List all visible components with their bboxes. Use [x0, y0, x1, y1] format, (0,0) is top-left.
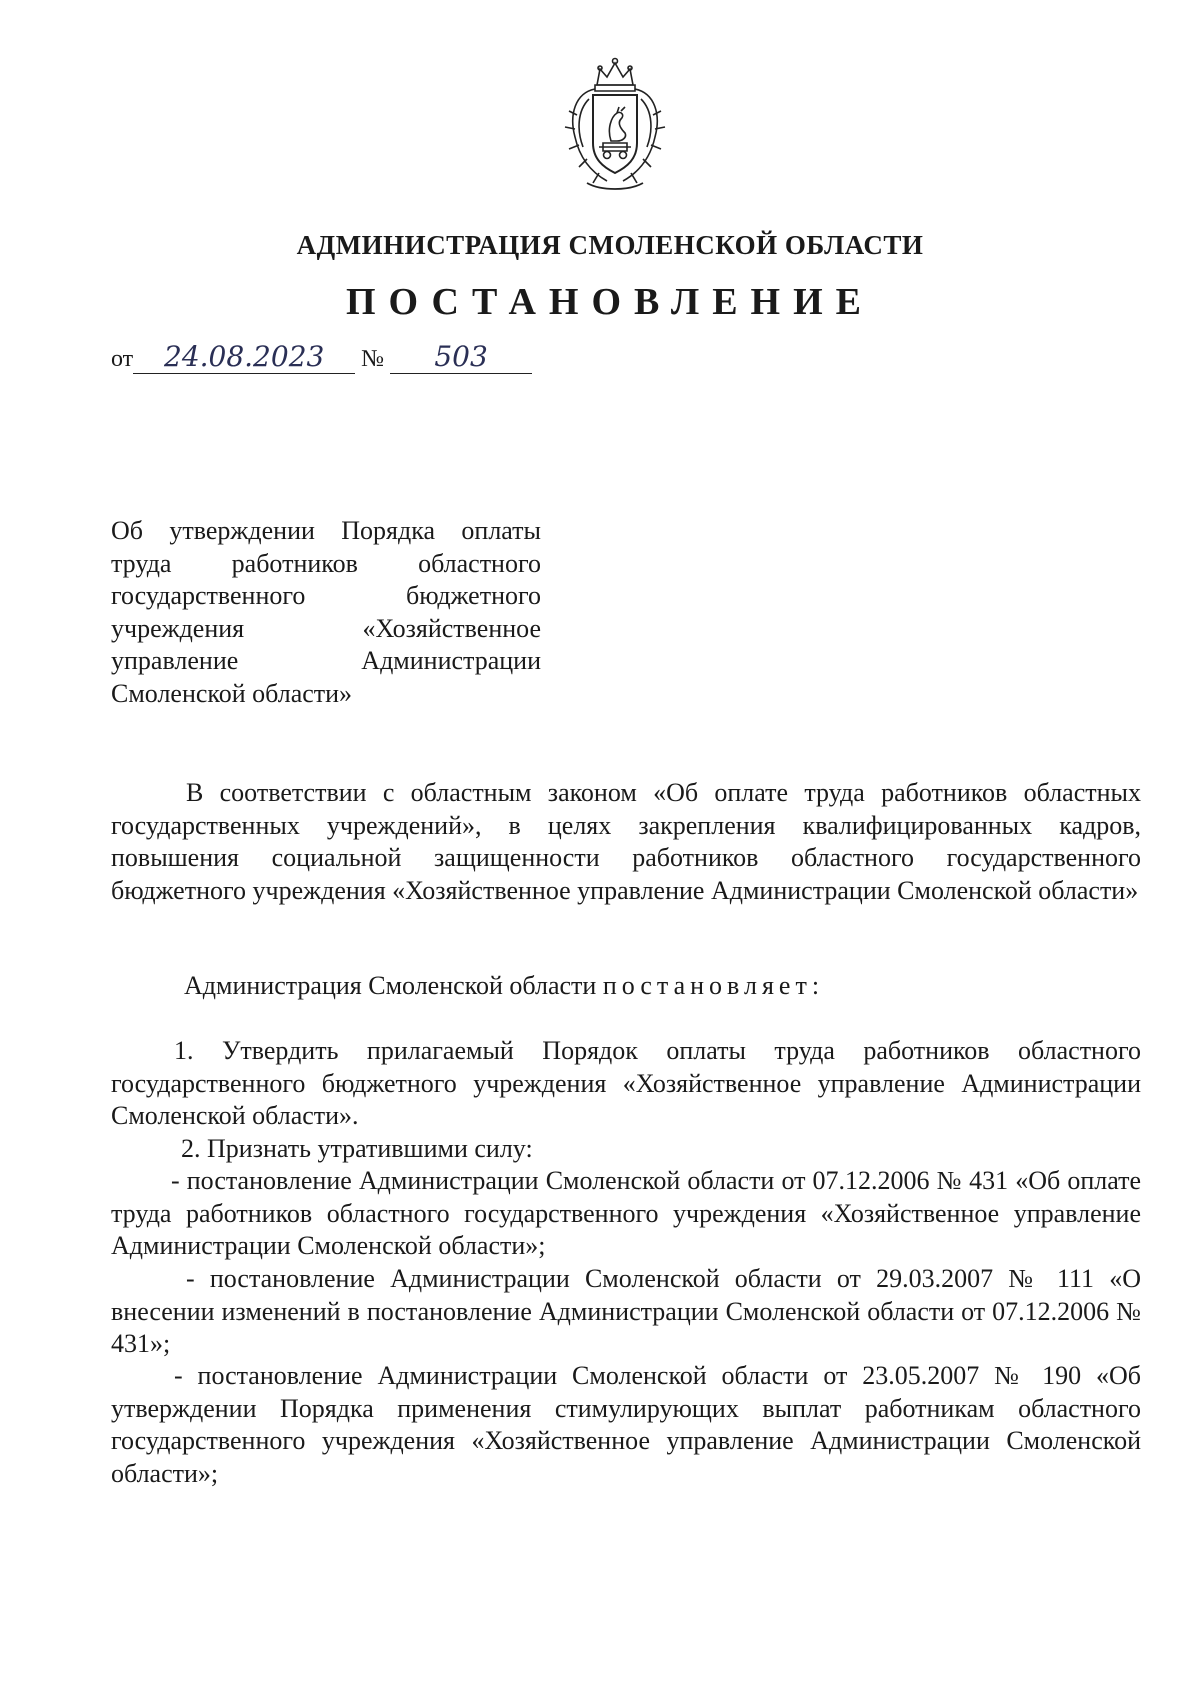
- preamble-paragraph: В соответствии с областным законом «Об оплате труда работников областных государственных учреждений», в целях закрепления квалифицированных кадров, повышения социальной защищенности работников областного государственного бюджетного учреждения «Хозяйственное управление Администрации Смоленской области»: [111, 778, 1141, 905]
- number-prefix: №: [361, 346, 385, 372]
- repealed-act-1: - постановление Администрации Смоленской области от 07.12.2006 № 431 «Об оплате труда работников областного государственного учреждения «Хозяйственное управление Администрации Смоленской области»;: [111, 1166, 1141, 1260]
- resolution-verb: постановляет:: [602, 971, 825, 1000]
- document-date: 24.08.2023: [133, 340, 355, 374]
- document-number: 503: [390, 340, 532, 374]
- organization-title: АДМИНИСТРАЦИЯ СМОЛЕНСКОЙ ОБЛАСТИ: [296, 230, 924, 260]
- item-2: 2. Признать утратившими силу:: [181, 1134, 533, 1163]
- document-type-title: ПОСТАНОВЛЕНИЕ: [345, 281, 875, 323]
- resolution-lead: Администрация Смоленской области: [184, 971, 597, 1000]
- item-1: 1. Утвердить прилагаемый Порядок оплаты труда работников областного государственного бюджетного учреждения «Хозяйственное управление Администрации Смоленской области».: [111, 1036, 1141, 1130]
- resolution-line: [111, 970, 1141, 1003]
- smolensk-coat-of-arms-icon: [555, 55, 675, 195]
- document-subject: Об утверждении Порядка оплаты труда работников областного государственного бюджетного учреждения «Хозяйственное управление Администрации Смоленской области»: [111, 516, 541, 708]
- date-prefix: от: [111, 346, 134, 372]
- registration-line: [111, 340, 532, 380]
- repealed-act-2: - постановление Администрации Смоленской области от 29.03.2007 № 111 «О внесении изменений в постановление Администрации Смоленской области от 07.12.2006 № 431»;: [111, 1264, 1141, 1358]
- repealed-act-3: - постановление Администрации Смоленской области от 23.05.2007 № 190 «Об утверждении Порядка применения стимулирующих выплат работникам областного государственного учреждения «Хозяйственное управление Администрации Смоленской области»;: [111, 1361, 1141, 1488]
